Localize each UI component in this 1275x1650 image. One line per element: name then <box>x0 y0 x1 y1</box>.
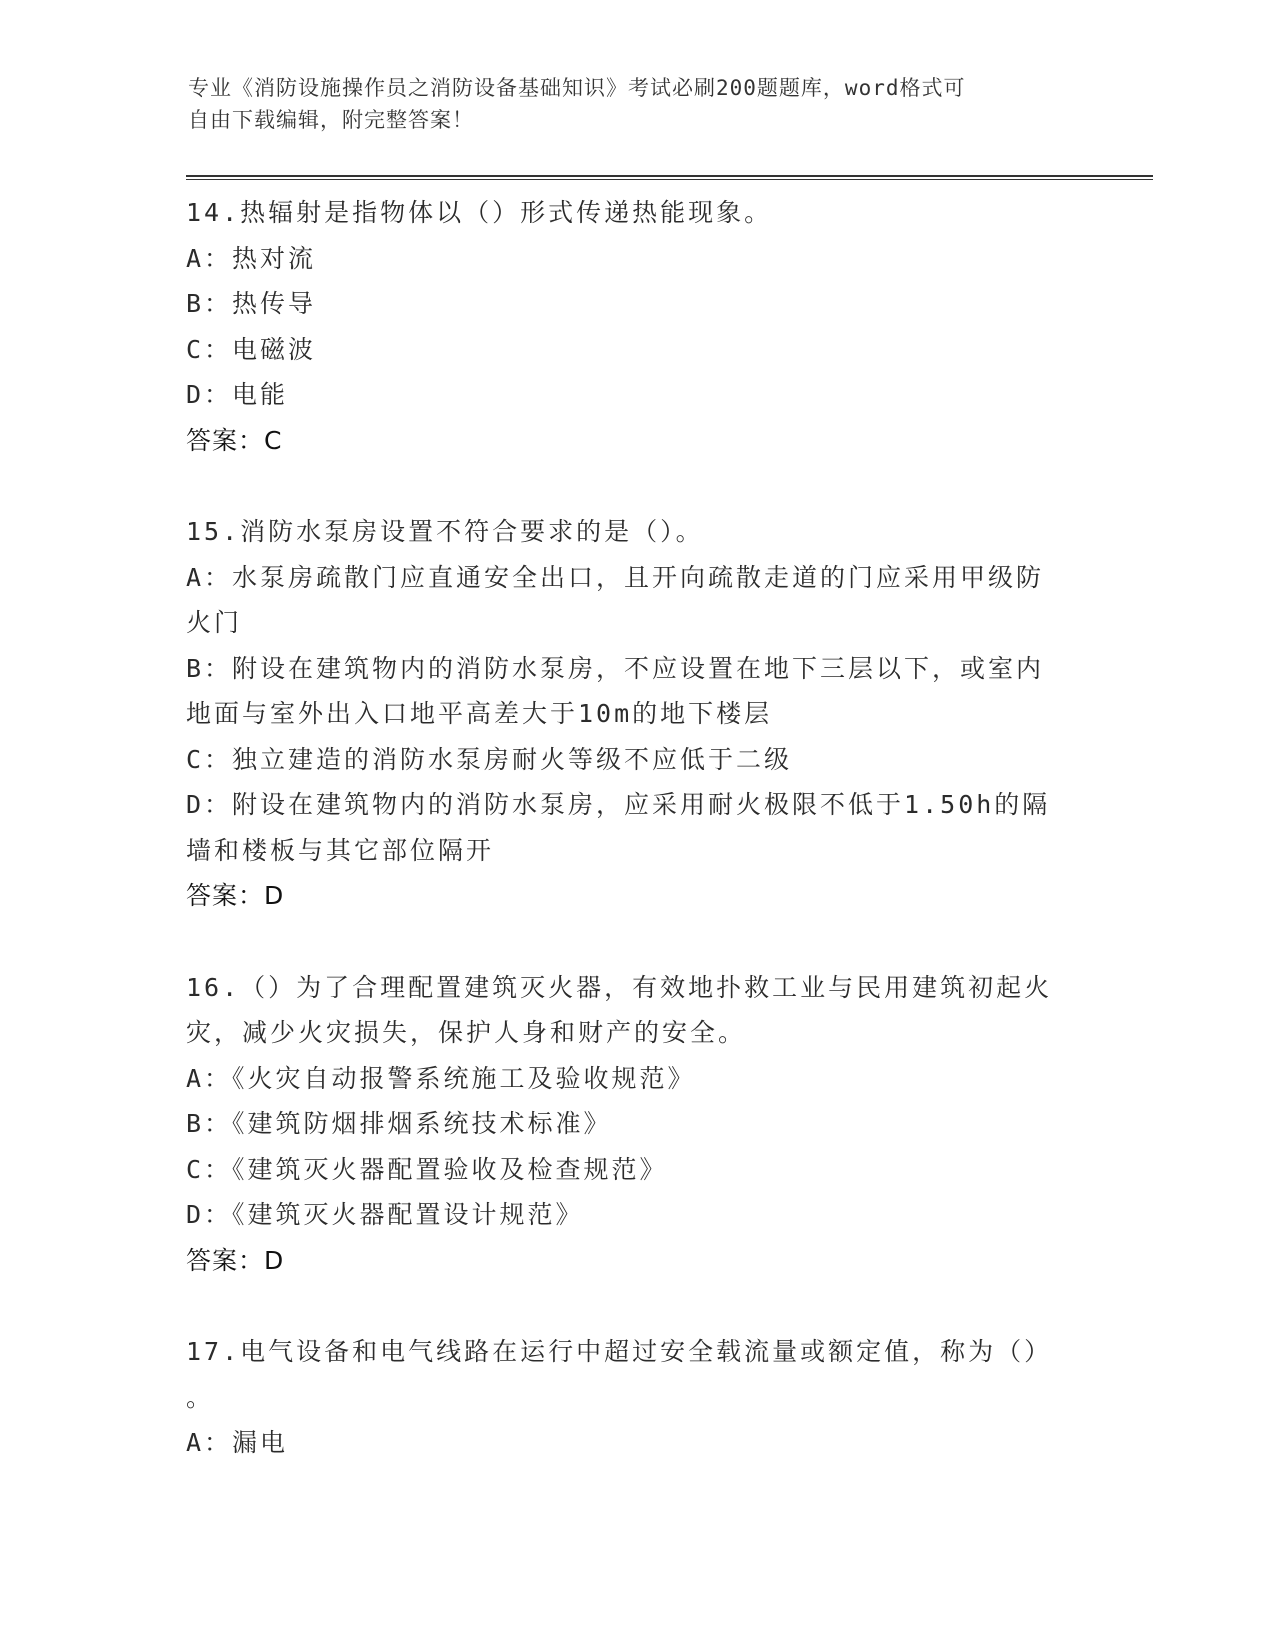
header-divider <box>186 175 1153 180</box>
question-list <box>186 190 1066 1512</box>
option-line: C：电磁波 <box>186 334 317 364</box>
question-block <box>186 965 1066 1284</box>
option-line: C：独立建造的消防水泵房耐火等级不应低于二级 <box>186 744 793 774</box>
question-stem: 16.（）为了合理配置建筑灭火器，有效地扑救工业与民用建筑初起火 <box>186 972 1053 1002</box>
answer-line: 答案：D <box>186 881 285 910</box>
option-line: D：《建筑灭火器配置设计规范》 <box>186 1200 584 1229</box>
answer-line: 答案：D <box>186 1245 285 1275</box>
option-line: A：热对流 <box>186 243 317 273</box>
option-line: B：附设在建筑物内的消防水泵房，不应设置在地下三层以下，或室内 <box>186 653 1045 683</box>
header-line-2: 自由下载编辑，附完整答案！ <box>188 108 474 132</box>
question-stem: 14.热辐射是指物体以（）形式传递热能现象。 <box>186 198 773 227</box>
question-block <box>186 190 1066 463</box>
question-stem: 。 <box>186 1382 215 1412</box>
question-block <box>186 1329 1066 1466</box>
option-line: D：电能 <box>186 380 289 409</box>
option-line: D：附设在建筑物内的消防水泵房，应采用耐火极限不低于1.50h的隔 <box>186 790 1051 819</box>
option-line: 墙和楼板与其它部位隔开 <box>186 835 495 865</box>
option-line: A：《火灾自动报警系统施工及验收规范》 <box>186 1063 696 1093</box>
document-header <box>188 72 1068 136</box>
option-line: B：热传导 <box>186 289 317 318</box>
header-line-1: 专业《消防设施操作员之消防设备基础知识》考试必刷200题题库，word格式可 <box>188 76 966 100</box>
question-block <box>186 509 1066 919</box>
question-stem: 灾，减少火灾损失，保护人身和财产的安全。 <box>186 1018 747 1047</box>
option-line: 地面与室外出入口地平高差大于10m的地下楼层 <box>186 699 773 728</box>
option-line: A：水泵房疏散门应直通安全出口，且开向疏散走道的门应采用甲级防 <box>186 562 1045 592</box>
option-line: B：《建筑防烟排烟系统技术标准》 <box>186 1109 612 1138</box>
question-stem: 17.电气设备和电气线路在运行中超过安全载流量或额定值，称为（） <box>186 1337 1053 1366</box>
question-stem: 15.消防水泵房设置不符合要求的是（）。 <box>186 517 704 546</box>
option-line: A：漏电 <box>186 1428 289 1457</box>
option-line: C：《建筑灭火器配置验收及检查规范》 <box>186 1154 668 1184</box>
option-line: 火门 <box>186 608 243 637</box>
answer-line: 答案：C <box>186 425 283 455</box>
